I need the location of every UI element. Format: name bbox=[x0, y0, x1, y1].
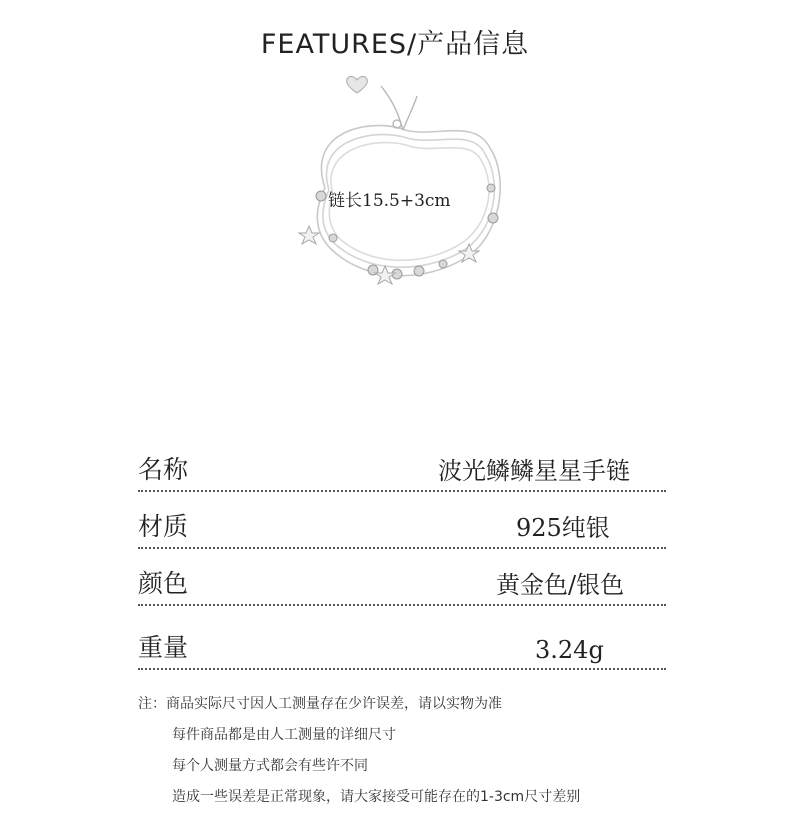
dotted-divider bbox=[138, 490, 666, 492]
spec-label: 材质 bbox=[138, 512, 189, 541]
dotted-divider bbox=[138, 668, 666, 670]
note-line: 每件商品都是由人工测量的详细尺寸 bbox=[172, 727, 396, 743]
spec-row-name bbox=[138, 452, 666, 492]
note-line: 注：商品实际尺寸因人工测量存在少许误差，请以实物为准 bbox=[138, 696, 502, 712]
note-line: 造成一些误差是正常现象，请大家接受可能存在的1-3cm尺寸差别 bbox=[172, 789, 581, 805]
spec-row-weight bbox=[138, 630, 666, 670]
spec-value: 925纯银 bbox=[516, 514, 610, 542]
spec-value: 波光鳞鳞星星手链 bbox=[438, 457, 630, 485]
spec-value: 3.24g bbox=[535, 636, 604, 664]
spec-label: 名称 bbox=[138, 455, 189, 484]
page-title: FEATURES/产品信息 bbox=[260, 29, 530, 60]
dotted-divider bbox=[138, 604, 666, 606]
spec-row-color bbox=[138, 566, 666, 606]
note-line: 每个人测量方式都会有些许不同 bbox=[172, 758, 368, 774]
spec-row-material bbox=[138, 509, 666, 549]
spec-value: 黄金色/银色 bbox=[496, 571, 625, 599]
dotted-divider bbox=[138, 547, 666, 549]
spec-label: 颜色 bbox=[138, 569, 189, 598]
spec-label: 重量 bbox=[138, 633, 189, 662]
chain-length-label: 链长15.5+3cm bbox=[328, 191, 451, 211]
